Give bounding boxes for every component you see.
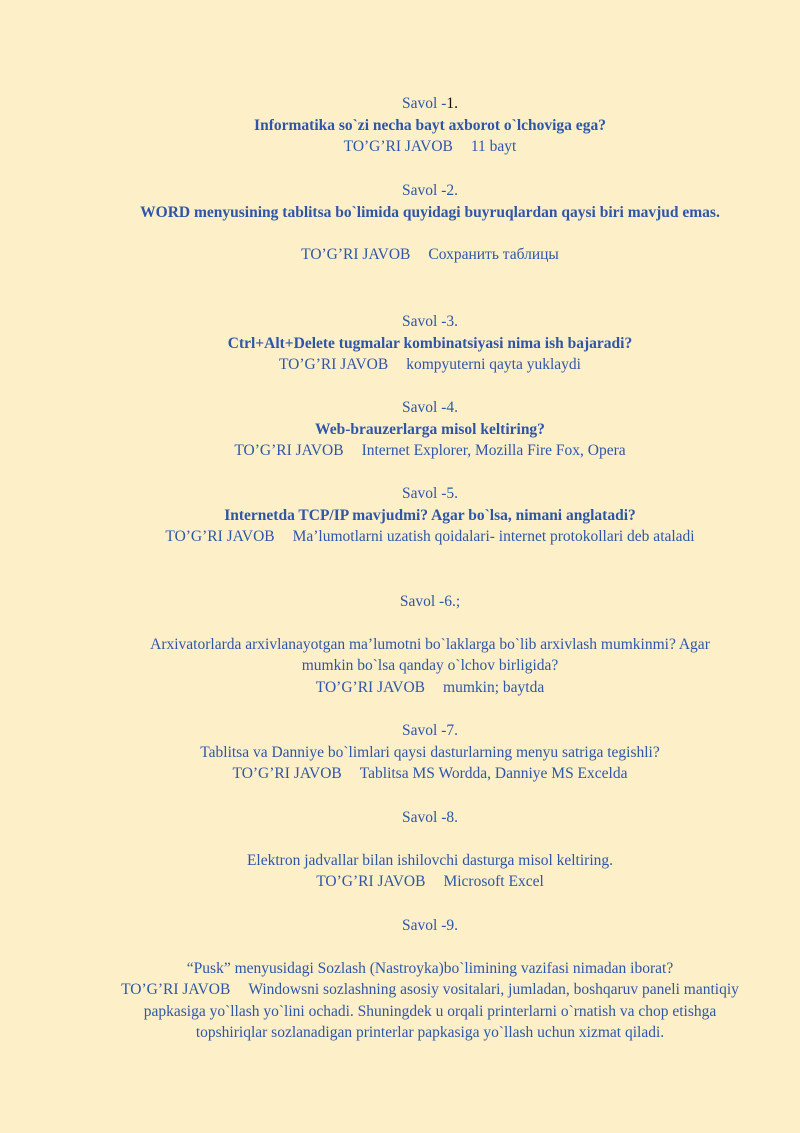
answer-line: TO’G’RI JAVOB mumkin; baytda: [315, 678, 545, 696]
question-text: Informatika so`zi necha bayt axborot o`lchoviga ega?: [254, 116, 606, 134]
question-text: Elektron jadvallar bilan ishilovchi dasturga misol keltiring.: [246, 851, 614, 869]
question-label: Savol -6.;: [399, 593, 461, 610]
answer-line: TO’G’RI JAVOB kompyuterni qayta yuklaydi: [278, 356, 581, 373]
question-text: Ctrl+Alt+Delete tugmalar kombinatsiyasi nima ish bajaradi?: [227, 334, 633, 352]
question-block-4: [110, 397, 750, 462]
question-block-8: [110, 807, 750, 893]
question-text: Internetda TCP/IP mavjudmi? Agar bo`lsa, nimani anglatadi?: [224, 506, 636, 524]
answer-line: TO’G’RI JAVOB Tablitsa MS Wordda, Danniye MS Excelda: [232, 765, 628, 782]
answer-line: TO’G’RI JAVOB Ma’lumotlarni uzatish qoidalari- internet protokollari deb ataladi: [165, 528, 695, 545]
answer-line: TO’G’RI JAVOB Internet Explorer, Mozilla Fire Fox, Opera: [234, 442, 626, 459]
question-block-6: [110, 591, 750, 698]
question-text: WORD menyusining tablitsa bo`limida quyidagi buyruqlardan qaysi biri mavjud emas.: [140, 203, 720, 221]
question-label: Savol -2.: [402, 182, 458, 199]
question-label: Savol -9.: [402, 917, 458, 934]
question-label: Savol -3.: [402, 313, 458, 330]
question-label: Savol -8.: [402, 809, 458, 826]
answer-line: TO’G’RI JAVOB Сохранить таблицы: [301, 246, 559, 263]
answer-line: TO’G’RI JAVOB Microsoft Excel: [316, 873, 544, 890]
question-block-5: [110, 483, 750, 548]
answer-line: TO’G’RI JAVOB Windowsni sozlashning asosiy vositalari, jumladan, boshqaruv paneli mantiqiy papkasiga yo`llash yo`lini ochadi. Shuningdek u orqali printerlarni o`rnatish va chop etishga topshiriqlar sozlanadigan printerlar papkasiga yo`llash uchun xizmat qiladi.: [121, 981, 739, 1041]
question-label: Savol -5.: [402, 485, 458, 502]
question-label: Savol -1.: [402, 95, 458, 112]
question-block-7: [110, 720, 750, 785]
question-block-2: [110, 180, 750, 266]
question-block-9: [100, 915, 760, 1044]
answer-line: TO’G’RI JAVOB 11 bayt: [343, 138, 517, 155]
question-block-1: [110, 93, 750, 158]
question-text: Arxivatorlarda arxivlanayotgan ma’lumotni bo`laklarga bo`lib arxivlash mumkinmi? Agar mumkin bo`lsa qanday o`lchov birligida?: [150, 635, 710, 674]
question-block-3: [110, 311, 750, 376]
question-text: Web-brauzerlarga misol keltiring?: [315, 420, 545, 438]
question-text: “Pusk” menyusidagi Sozlash (Nastroyka)bo`limining vazifasi nimadan iborat?: [186, 959, 674, 977]
question-text: Tablitsa va Danniye bo`limlari qaysi dasturlarning menyu satriga tegishli?: [200, 743, 660, 761]
question-label: Savol -7.: [402, 722, 458, 739]
question-label: Savol -4.: [402, 399, 458, 416]
